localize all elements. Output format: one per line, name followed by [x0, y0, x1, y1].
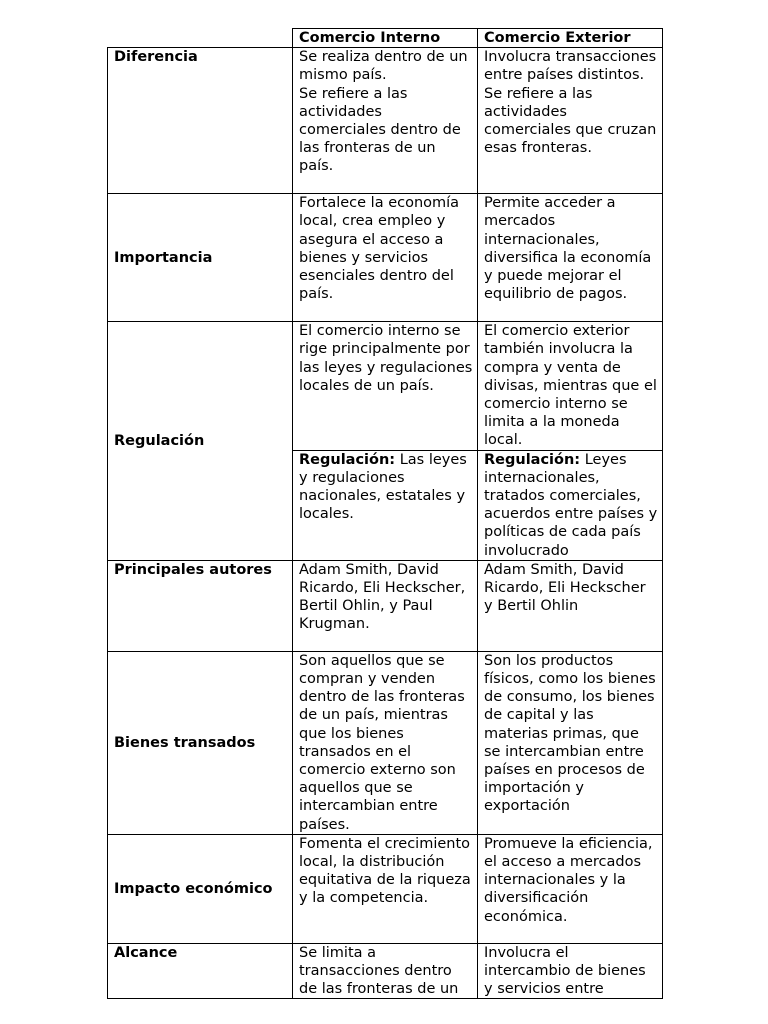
cell-autores-exterior: Adam Smith, David Ricardo, Eli Heckscher y Bertil Ohlin — [478, 560, 663, 651]
cell-regulacion-sub-exterior — [478, 450, 663, 560]
regulacion-sub-text-interno: Las leyes y regulaciones nacionales, estatales y locales. — [299, 451, 467, 523]
cell-alcance-interno — [293, 943, 478, 998]
row-label-bienes-transados: Bienes transados — [108, 651, 293, 834]
row-diferencia — [108, 48, 663, 194]
row-label-impacto-economico: Impacto económico — [108, 834, 293, 943]
row-label-diferencia: Diferencia — [108, 48, 293, 194]
cell-regulacion-interno: El comercio interno se rige principalmente por las leyes y regulaciones locales de un país. — [293, 322, 478, 450]
cell-regulacion-exterior: El comercio exterior también involucra la compra y venta de divisas, mientras que el comercio interno se limita a la moneda local. — [478, 322, 663, 450]
comparison-table — [107, 28, 663, 999]
cell-bienes-interno: Son aquellos que se compran y venden dentro de las fronteras de un país, mientras que los bienes transados en el comercio externo son aquellos que se intercambian entre países. — [293, 651, 478, 834]
cell-diferencia-interno: Se realiza dentro de un mismo país. Se refiere a las actividades comerciales dentro de las fronteras de un país. — [293, 48, 478, 194]
row-bienes-transados — [108, 651, 663, 834]
row-label-alcance: Alcance — [108, 943, 293, 998]
cell-autores-interno: Adam Smith, David Ricardo, Eli Heckscher, Bertil Ohlin, y Paul Krugman. — [293, 560, 478, 651]
alcance-exterior-text: Involucra el intercambio de bienes y servicios entre — [484, 944, 646, 998]
cell-impacto-exterior: Promueve la eficiencia, el acceso a mercados internacionales y la diversificación económica. — [478, 834, 663, 943]
cell-diferencia-exterior: Involucra transacciones entre países distintos. Se refiere a las actividades comerciales que cruzan esas fronteras. — [478, 48, 663, 194]
cell-impacto-interno: Fomenta el crecimiento local, la distribución equitativa de la riqueza y la competencia. — [293, 834, 478, 943]
cell-alcance-exterior — [478, 943, 663, 998]
cell-importancia-interno: Fortalece la economía local, crea empleo y asegura el acceso a bienes y servicios esenciales dentro del país. — [293, 194, 478, 322]
header-comercio-interno: Comercio Interno — [293, 29, 478, 48]
header-comercio-exterior: Comercio Exterior — [478, 29, 663, 48]
row-label-regulacion: Regulación — [108, 322, 293, 561]
regulacion-sub-title-interno: Regulación: — [299, 451, 396, 468]
row-regulacion — [108, 322, 663, 450]
row-alcance — [108, 943, 663, 998]
cell-importancia-exterior: Permite acceder a mercados internacionales, diversifica la economía y puede mejorar el equilibrio de pagos. — [478, 194, 663, 322]
header-corner-cell — [108, 29, 293, 48]
header-row — [108, 29, 663, 48]
regulacion-sub-text-exterior: Leyes internacionales, tratados comerciales, acuerdos entre países y políticas de cada país involucrado — [484, 451, 658, 559]
cell-regulacion-sub-interno — [293, 450, 478, 560]
row-label-principales-autores: Principales autores — [108, 560, 293, 651]
row-impacto-economico — [108, 834, 663, 943]
cell-bienes-exterior: Son los productos físicos, como los bienes de consumo, los bienes de capital y las materias primas, que se intercambian entre países en procesos de importación y exportación — [478, 651, 663, 834]
regulacion-sub-title-exterior: Regulación: — [484, 451, 581, 468]
row-label-importancia: Importancia — [108, 194, 293, 322]
alcance-interno-text: Se limita a transacciones dentro de las fronteras de un — [299, 944, 459, 998]
row-importancia — [108, 194, 663, 322]
row-principales-autores — [108, 560, 663, 651]
